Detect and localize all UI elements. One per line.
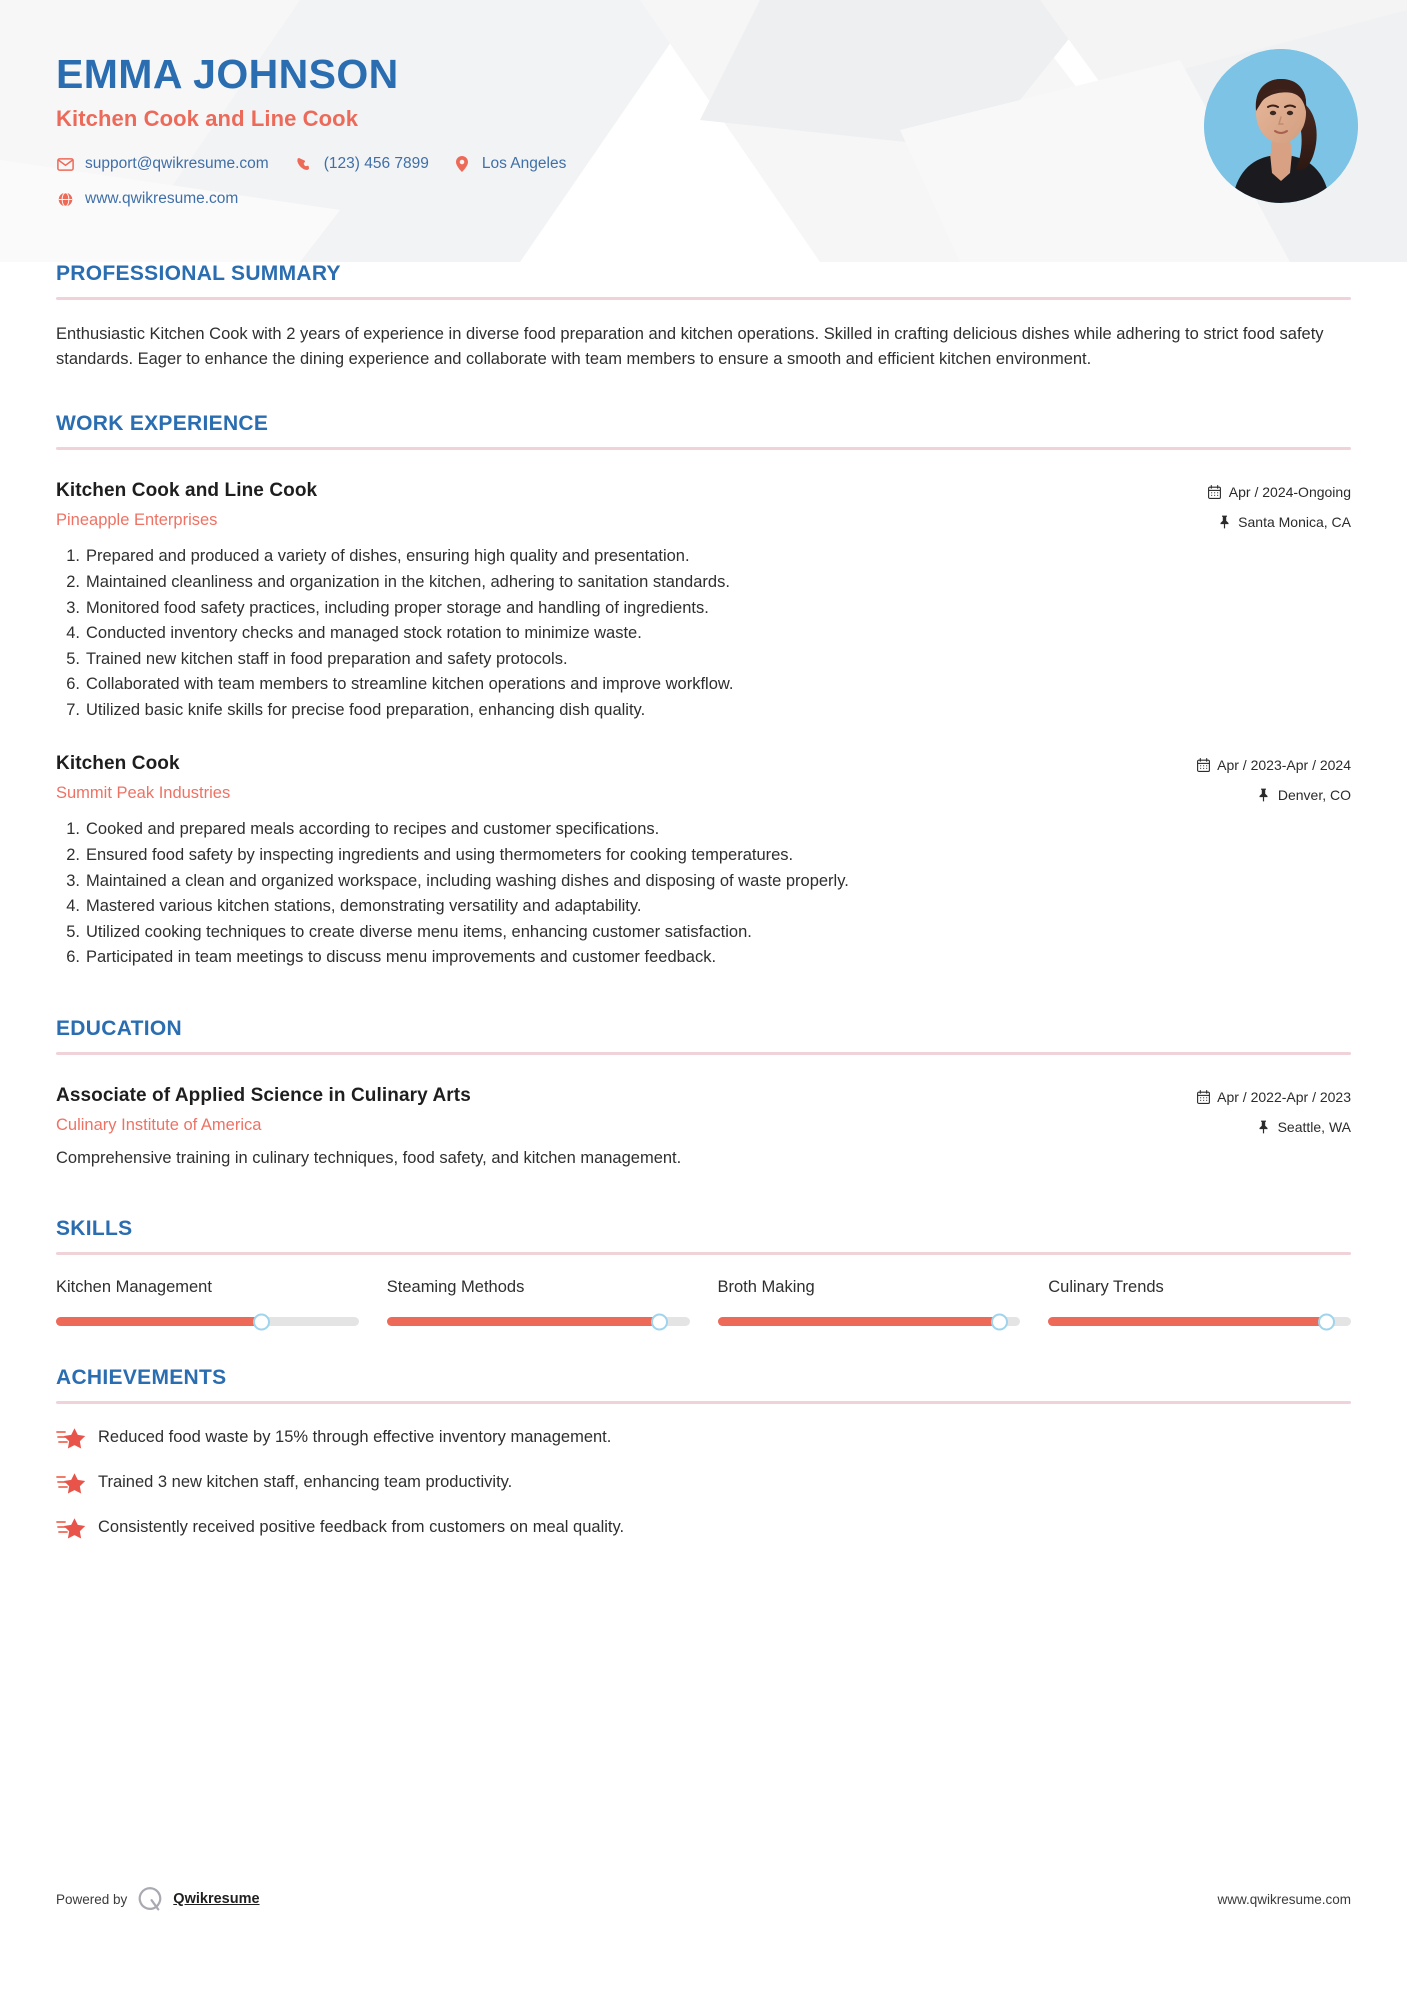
map-pin-icon <box>453 155 471 173</box>
work-entry-meta <box>1208 480 1351 530</box>
skill-slider[interactable] <box>718 1317 1021 1326</box>
achievements-list <box>56 1424 1351 1541</box>
skill-knob[interactable] <box>253 1313 270 1330</box>
education-entry <box>56 1085 1351 1171</box>
list-item: Ensured food safety by inspecting ingredients and using thermometers for cooking temperatures. <box>86 845 794 864</box>
list-item: Trained new kitchen staff in food preparation and safety protocols. <box>86 649 568 668</box>
company-name: Summit Peak Industries <box>56 784 231 803</box>
skill-label: Kitchen Management <box>56 1277 212 1296</box>
achievement-text: Consistently received positive feedback from customers on meal quality. <box>98 1518 625 1537</box>
list-item <box>56 1424 1351 1451</box>
work-entry-meta <box>1196 753 1351 803</box>
contact-location <box>453 155 566 173</box>
spacer <box>56 372 1351 412</box>
star-achievement-icon <box>56 1470 86 1496</box>
footer-url[interactable]: www.qwikresume.com <box>1217 1891 1351 1907</box>
list-item <box>56 1514 1351 1541</box>
section-work-experience <box>56 412 1351 970</box>
education-location <box>1196 1119 1351 1135</box>
skill-slider[interactable] <box>387 1317 690 1326</box>
skill-item <box>718 1277 1021 1326</box>
job-location <box>1208 514 1351 530</box>
job-role-subtitle: Kitchen Cook and Line Cook <box>56 106 359 132</box>
job-responsibilities-list <box>56 817 1351 970</box>
page-footer <box>56 1886 1351 1912</box>
list-item: Mastered various kitchen stations, demonstrating versatility and adaptability. <box>86 897 642 916</box>
skills-grid <box>56 1277 1351 1326</box>
calendar-icon <box>1196 758 1210 773</box>
list-item <box>56 1469 1351 1496</box>
skill-label: Steaming Methods <box>386 1277 525 1296</box>
list-item: Utilized cooking techniques to create diverse menu items, enhancing customer satisfaction. <box>86 922 752 941</box>
calendar-icon <box>1208 485 1222 500</box>
star-achievement-icon <box>56 1515 86 1541</box>
spacer <box>56 971 1351 1017</box>
skill-knob[interactable] <box>651 1313 668 1330</box>
section-divider <box>56 447 1351 450</box>
achievement-text: Trained 3 new kitchen staff, enhancing team productivity. <box>98 1473 513 1492</box>
qwikresume-link[interactable]: Qwikresume <box>173 1891 260 1907</box>
section-title-education: EDUCATION <box>56 1016 182 1040</box>
job-location-text: Denver, CO <box>1277 787 1351 804</box>
skill-fill <box>1048 1317 1327 1326</box>
job-location-text: Santa Monica, CA <box>1238 514 1351 531</box>
resume-header <box>0 0 1407 262</box>
skill-item <box>1048 1277 1351 1326</box>
job-responsibilities-list <box>56 544 1351 723</box>
section-title-work: WORK EXPERIENCE <box>56 412 269 436</box>
phone-icon <box>295 155 313 173</box>
skill-knob[interactable] <box>1318 1313 1335 1330</box>
skill-fill <box>56 1317 262 1326</box>
contact-website[interactable] <box>56 190 238 208</box>
contact-phone[interactable] <box>295 155 429 173</box>
achievement-text: Reduced food waste by 15% through effective inventory management. <box>98 1428 612 1447</box>
footer-branding <box>56 1886 260 1912</box>
contact-email[interactable] <box>56 155 269 173</box>
list-item: Conducted inventory checks and managed stock rotation to minimize waste. <box>86 624 642 643</box>
contact-website-text: www.qwikresume.com <box>85 190 239 208</box>
section-title-summary: PROFESSIONAL SUMMARY <box>56 262 341 285</box>
list-item: Cooked and prepared meals according to recipes and customer specifications. <box>86 820 660 839</box>
education-date-text: Apr / 2022-Apr / 2023 <box>1217 1088 1351 1105</box>
section-skills <box>56 1217 1351 1327</box>
job-date-text: Apr / 2024-Ongoing <box>1228 484 1351 501</box>
job-date <box>1208 484 1351 500</box>
skill-fill <box>718 1317 1000 1326</box>
job-date-text: Apr / 2023-Apr / 2024 <box>1217 757 1351 774</box>
powered-by-label: Powered by <box>56 1891 128 1907</box>
spacer <box>56 1326 1351 1366</box>
contact-phone-text: (123) 456 7899 <box>323 155 429 173</box>
list-item: Maintained cleanliness and organization in the kitchen, adhering to sanitation standards. <box>86 573 730 591</box>
job-location <box>1196 787 1351 803</box>
section-divider <box>56 1252 1351 1255</box>
list-item: Utilized basic knife skills for precise food preparation, enhancing dish quality. <box>86 700 646 719</box>
education-date <box>1196 1089 1351 1105</box>
pushpin-icon <box>1257 1119 1271 1134</box>
education-location-text: Seattle, WA <box>1277 1118 1351 1135</box>
list-item: Monitored food safety practices, including proper storage and handling of ingredients. <box>86 598 709 617</box>
education-entry-meta <box>1196 1085 1351 1135</box>
education-description: Comprehensive training in culinary techniques, food safety, and kitchen management. <box>56 1148 682 1167</box>
skill-item <box>56 1277 359 1326</box>
contact-row-secondary <box>56 190 1407 208</box>
section-achievements <box>56 1366 1351 1541</box>
job-title: Kitchen Cook <box>56 753 180 775</box>
list-item: Collaborated with team members to streamline kitchen operations and improve workflow. <box>86 675 734 694</box>
globe-icon <box>56 190 74 208</box>
contact-row-primary <box>56 155 1407 173</box>
page-title: EMMA JOHNSON <box>56 51 399 97</box>
qwikresume-q-logo-icon <box>137 1886 163 1912</box>
section-divider <box>56 297 1351 300</box>
work-entry <box>56 480 1351 723</box>
avatar-photo <box>1204 49 1358 203</box>
skill-knob[interactable] <box>991 1313 1008 1330</box>
resume-body <box>0 262 1407 1541</box>
contact-email-text: support@qwikresume.com <box>85 155 269 173</box>
list-item: Prepared and produced a variety of dishes, ensuring high quality and presentation. <box>86 547 690 566</box>
skill-item <box>387 1277 690 1326</box>
company-name: Pineapple Enterprises <box>56 511 218 530</box>
section-divider <box>56 1052 1351 1055</box>
skill-label: Culinary Trends <box>1048 1277 1164 1296</box>
summary-text: Enthusiastic Kitchen Cook with 2 years of experience in diverse food preparation and kitchen operations. Skilled in crafting delicious dishes while adhering to strict food safety standards. Eager to enhance the dining experience and collaborate with team members to ensure a smooth and efficient kitchen environment. <box>56 325 1324 369</box>
education-entry-header <box>56 1085 1351 1135</box>
work-entry-header <box>56 480 1351 530</box>
job-date <box>1196 757 1351 773</box>
school-name: Culinary Institute of America <box>56 1115 262 1134</box>
skill-label: Broth Making <box>717 1277 815 1296</box>
job-title: Kitchen Cook and Line Cook <box>56 480 318 502</box>
section-title-skills: SKILLS <box>56 1216 133 1240</box>
list-item: Maintained a clean and organized workspace, including washing dishes and disposing of waste properly. <box>86 871 849 890</box>
work-entry-left <box>56 480 1208 530</box>
star-achievement-icon <box>56 1425 86 1451</box>
work-entry-header <box>56 753 1351 803</box>
envelope-icon <box>56 155 74 173</box>
skill-slider[interactable] <box>1048 1317 1351 1326</box>
skill-fill <box>387 1317 659 1326</box>
work-entry-left <box>56 753 1196 803</box>
calendar-icon <box>1196 1089 1210 1104</box>
pushpin-icon <box>1257 788 1271 803</box>
avatar <box>1204 49 1358 203</box>
section-professional-summary <box>56 262 1351 372</box>
section-education <box>56 1017 1351 1171</box>
education-entry-left <box>56 1085 1196 1135</box>
contact-location-text: Los Angeles <box>481 155 567 173</box>
degree-title: Associate of Applied Science in Culinary Arts <box>56 1084 471 1106</box>
section-title-achievements: ACHIEVEMENTS <box>56 1366 227 1390</box>
section-divider <box>56 1401 1351 1404</box>
spacer <box>56 1171 1351 1217</box>
skill-slider[interactable] <box>56 1317 359 1326</box>
work-entry <box>56 753 1351 970</box>
pushpin-icon <box>1217 515 1231 530</box>
list-item: Participated in team meetings to discuss menu improvements and customer feedback. <box>86 948 717 967</box>
